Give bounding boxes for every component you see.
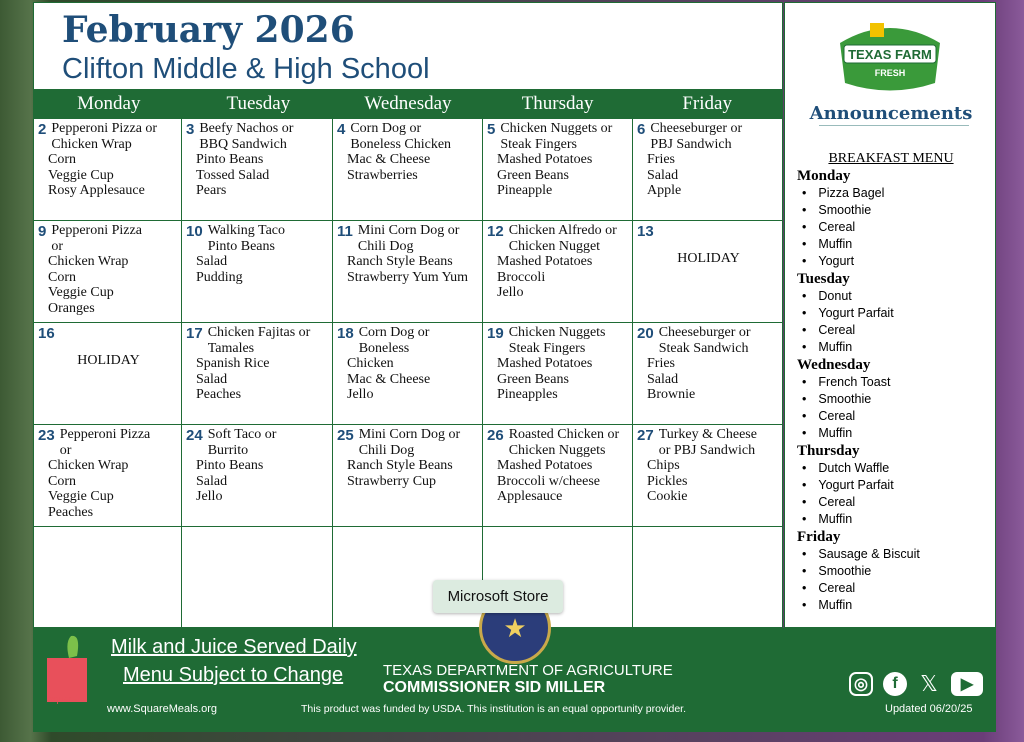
day-cell xyxy=(333,323,483,425)
menu-item: Brownie xyxy=(647,387,696,402)
menu-item: Boneless xyxy=(358,340,410,356)
day-cell xyxy=(34,425,182,527)
day-number: 11 xyxy=(337,223,353,240)
day-cell xyxy=(483,425,633,527)
menu-item: Chicken Nuggets xyxy=(508,442,606,458)
day-cell xyxy=(182,119,333,221)
menu-item: Corn Dog or xyxy=(350,121,422,136)
breakfast-item: • Dutch Waffle xyxy=(797,460,920,477)
day-cell xyxy=(34,119,182,221)
menu-item: Veggie Cup xyxy=(48,285,114,300)
announcements-heading: Announcements xyxy=(809,103,973,124)
svg-text:TEXAS FARM: TEXAS FARM xyxy=(848,47,932,62)
menu-item: Chicken Nugget xyxy=(508,238,601,254)
svg-text:square: square xyxy=(49,694,77,704)
day-cell xyxy=(633,221,782,323)
menu-item: Salad xyxy=(196,371,228,387)
menu-item: Steak Sandwich xyxy=(658,340,749,356)
menu-item: Pinto Beans xyxy=(196,152,264,167)
day-cell xyxy=(182,323,333,425)
breakfast-item: • Yogurt Parfait xyxy=(797,305,920,322)
instagram-icon[interactable]: ◎ xyxy=(849,672,873,696)
menu-item: Salad xyxy=(647,371,679,387)
day-number: 27 xyxy=(637,427,654,444)
day-number: 19 xyxy=(487,325,504,342)
menu-item: Corn xyxy=(48,152,76,167)
menu-item: Fries xyxy=(647,152,675,167)
menu-item: Green Beans xyxy=(497,167,569,183)
menu-item: Salad xyxy=(196,254,228,269)
breakfast-item: • Muffin xyxy=(797,339,920,356)
commissioner: COMMISSIONER SID MILLER xyxy=(383,679,606,696)
breakfast-item: • Yogurt xyxy=(797,253,920,270)
menu-item: Chicken Wrap xyxy=(48,254,129,269)
breakfast-item: • Cereal xyxy=(797,408,920,425)
menu-item: Salad xyxy=(196,473,228,489)
menu-item: Mashed Potatoes xyxy=(497,458,593,473)
day-cell xyxy=(34,323,182,425)
day-cell xyxy=(182,527,333,629)
taskbar-tooltip: Microsoft Store xyxy=(433,580,563,613)
day-cell xyxy=(483,221,633,323)
menu-item: Salad xyxy=(647,167,679,183)
menu-item: Pineapples xyxy=(497,387,558,402)
day-number: 6 xyxy=(637,121,646,138)
menu-item: Chicken xyxy=(347,356,394,371)
menu-change-note: Menu Subject to Change xyxy=(123,664,344,686)
menu-item: Jello xyxy=(497,285,524,300)
breakfast-day: Monday xyxy=(797,168,851,184)
menu-item: Pears xyxy=(196,183,227,198)
breakfast-item: • Sausage & Biscuit xyxy=(797,546,920,563)
day-number: 20 xyxy=(637,325,654,342)
breakfast-day: Friday xyxy=(797,529,841,545)
tda-seal-icon: ★ xyxy=(479,592,551,664)
breakfast-item: • Pizza Bagel xyxy=(797,185,920,202)
menu-item: Chicken Nuggets xyxy=(508,325,606,340)
menu-item: Broccoli xyxy=(497,269,546,285)
menu-item: Apple xyxy=(647,183,682,198)
menu-item: or xyxy=(51,238,64,254)
menu-item: Burrito xyxy=(207,442,249,458)
day-cell xyxy=(34,527,182,629)
menu-item: Oranges xyxy=(48,300,95,316)
breakfast-day: Tuesday xyxy=(797,271,850,287)
menu-item: Chicken Wrap xyxy=(51,136,132,152)
menu-item: Ranch Style Beans xyxy=(347,254,453,269)
breakfast-day: Wednesday xyxy=(797,357,871,373)
menu-item: Applesauce xyxy=(497,489,563,504)
menu-item: Steak Fingers xyxy=(500,136,577,152)
menu-item: Chili Dog xyxy=(357,238,414,254)
day-cell xyxy=(34,221,182,323)
menu-item: Green Beans xyxy=(497,371,569,387)
breakfast-item: • Muffin xyxy=(797,511,920,528)
day-cell xyxy=(182,221,333,323)
weekday-tuesday: Tuesday xyxy=(226,93,291,114)
menu-item: Roasted Chicken or xyxy=(508,427,620,442)
menu-item: Walking Taco xyxy=(207,223,286,238)
menu-item: Peaches xyxy=(196,387,242,402)
breakfast-item: • Yogurt Parfait xyxy=(797,477,920,494)
breakfast-item: • Cereal xyxy=(797,494,920,511)
divider xyxy=(819,125,969,126)
tda-name: TEXAS DEPARTMENT OF AGRICULTURE xyxy=(383,662,673,679)
menu-item: Pinto Beans xyxy=(196,458,264,473)
menu-item: Cookie xyxy=(647,489,688,504)
menu-item: Veggie Cup xyxy=(48,489,114,504)
day-number: 16 xyxy=(38,325,55,342)
day-number: 2 xyxy=(38,121,47,138)
website-link[interactable]: www.SquareMeals.org xyxy=(107,703,218,715)
day-number: 17 xyxy=(186,325,203,342)
school-name: Clifton Middle & High School xyxy=(62,53,430,85)
day-number: 26 xyxy=(487,427,504,444)
menu-item: Rosy Applesauce xyxy=(48,183,145,198)
menu-item: Strawberries xyxy=(347,167,418,183)
day-number: 18 xyxy=(337,325,354,342)
menu-item: Corn xyxy=(48,269,76,285)
weekday-header xyxy=(34,89,782,119)
updated-date: Updated 06/20/25 xyxy=(885,703,973,715)
day-cell xyxy=(333,425,483,527)
menu-item: Corn xyxy=(48,473,76,489)
breakfast-item: • French Toast xyxy=(797,374,920,391)
month-title: February 2026 xyxy=(62,9,355,51)
menu-item: Broccoli w/cheese xyxy=(497,473,601,489)
breakfast-item: • Muffin xyxy=(797,236,920,253)
breakfast-item: • Smoothie xyxy=(797,563,920,580)
social-links xyxy=(849,672,983,696)
holiday-label: HOLIDAY xyxy=(77,353,140,368)
breakfast-item: • Smoothie xyxy=(797,391,920,408)
calendar-grid xyxy=(34,119,782,629)
menu-item: Spanish Rice xyxy=(196,356,270,371)
menu-item: Mac & Cheese xyxy=(347,152,431,167)
menu-item: Beefy Nachos or xyxy=(199,121,294,136)
menu-item: or PBJ Sandwich xyxy=(658,442,756,458)
menu-item: Mashed Potatoes xyxy=(497,152,593,167)
day-cell xyxy=(633,425,782,527)
menu-item: Pepperoni Pizza or xyxy=(51,121,158,136)
menu-item: Soft Taco or xyxy=(207,427,277,442)
menu-item: or xyxy=(59,442,72,458)
holiday-label: HOLIDAY xyxy=(677,251,740,266)
breakfast-days xyxy=(797,167,920,614)
menu-item: Jello xyxy=(196,489,223,504)
day-number: 4 xyxy=(337,121,346,138)
day-cell xyxy=(633,527,782,629)
menu-item: Ranch Style Beans xyxy=(347,458,453,473)
square-meals-logo xyxy=(47,634,93,704)
breakfast-item: • Cereal xyxy=(797,580,920,597)
menu-item: Steak Fingers xyxy=(508,340,586,356)
day-cell xyxy=(333,527,483,629)
menu-item: Jello xyxy=(347,387,374,402)
menu-item: Cheeseburger or xyxy=(650,121,743,136)
day-cell xyxy=(633,323,782,425)
menu-item: PBJ Sandwich xyxy=(650,136,732,152)
breakfast-item: • Muffin xyxy=(797,425,920,442)
weekday-thursday: Thursday xyxy=(521,93,594,114)
breakfast-item: • Cereal xyxy=(797,219,920,236)
day-number: 13 xyxy=(637,223,654,240)
facebook-icon[interactable]: f xyxy=(883,672,907,696)
menu-item: Mac & Cheese xyxy=(347,371,431,387)
breakfast-day: Thursday xyxy=(797,443,860,459)
menu-item: Pineapple xyxy=(497,183,553,198)
menu-item: Pinto Beans xyxy=(207,238,275,254)
day-number: 10 xyxy=(186,223,203,240)
menu-item: Mini Corn Dog or xyxy=(357,223,460,238)
menu-item: Chips xyxy=(647,458,680,473)
menu-item: Peaches xyxy=(48,504,94,520)
menu-item: Mini Corn Dog or xyxy=(358,427,461,442)
menu-item: Corn Dog or xyxy=(358,325,430,340)
breakfast-item: • Muffin xyxy=(797,597,920,614)
menu-item: Pudding xyxy=(196,269,243,285)
menu-item: Chicken Wrap xyxy=(48,458,129,473)
menu-item: Chicken Nuggets or xyxy=(500,121,613,136)
menu-item: BBQ Sandwich xyxy=(199,136,287,152)
weekday-monday: Monday xyxy=(77,93,141,114)
day-cell xyxy=(182,425,333,527)
menu-item: Pickles xyxy=(647,473,688,489)
funding-statement: This product was funded by USDA. This institution is an equal opportunity provider. xyxy=(301,703,687,715)
day-cell xyxy=(483,119,633,221)
menu-item: Strawberry Yum Yum xyxy=(347,269,469,285)
menu-item: Pepperoni Pizza xyxy=(51,223,142,238)
menu-item: Mashed Potatoes xyxy=(497,356,593,371)
day-cell xyxy=(633,119,782,221)
day-number: 5 xyxy=(487,121,496,138)
menu-item: Tamales xyxy=(207,340,255,356)
weekday-friday: Friday xyxy=(682,93,732,114)
day-number: 23 xyxy=(38,427,55,444)
weekday-wednesday: Wednesday xyxy=(364,93,452,114)
footer xyxy=(33,612,996,732)
breakfast-item: • Donut xyxy=(797,288,920,305)
menu-item: Cheeseburger or xyxy=(658,325,751,340)
day-number: 3 xyxy=(186,121,195,138)
menu-item: Fries xyxy=(647,356,675,371)
menu-item: Chili Dog xyxy=(358,442,415,458)
menu-item: Boneless Chicken xyxy=(350,136,452,152)
day-number: 9 xyxy=(38,223,47,240)
breakfast-item: • Smoothie xyxy=(797,202,920,219)
day-number: 25 xyxy=(337,427,354,444)
breakfast-menu-title: BREAKFAST MENU xyxy=(828,151,954,166)
menu-item: Tossed Salad xyxy=(196,167,270,183)
youtube-icon[interactable]: ▶ xyxy=(951,672,983,696)
day-cell xyxy=(483,323,633,425)
breakfast-item: • Cereal xyxy=(797,322,920,339)
menu-item: Turkey & Cheese xyxy=(658,427,757,442)
day-number: 12 xyxy=(487,223,504,240)
day-cell xyxy=(333,119,483,221)
menu-item: Chicken Alfredo or xyxy=(508,223,617,238)
x-icon[interactable]: 𝕏 xyxy=(920,671,938,696)
svg-text:FRESH: FRESH xyxy=(874,68,906,78)
day-cell xyxy=(333,221,483,323)
texas-farm-fresh-logo xyxy=(830,13,950,93)
menu-item: Pepperoni Pizza xyxy=(59,427,151,442)
menu-item: Strawberry Cup xyxy=(347,473,437,489)
calendar-panel xyxy=(33,2,783,628)
menu-item: Chicken Fajitas or xyxy=(207,325,311,340)
menu-item: Veggie Cup xyxy=(48,167,114,183)
announcements-panel xyxy=(784,2,996,628)
milk-juice-note: Milk and Juice Served Daily xyxy=(111,636,357,658)
menu-item: Mashed Potatoes xyxy=(497,254,593,269)
day-number: 24 xyxy=(186,427,203,444)
